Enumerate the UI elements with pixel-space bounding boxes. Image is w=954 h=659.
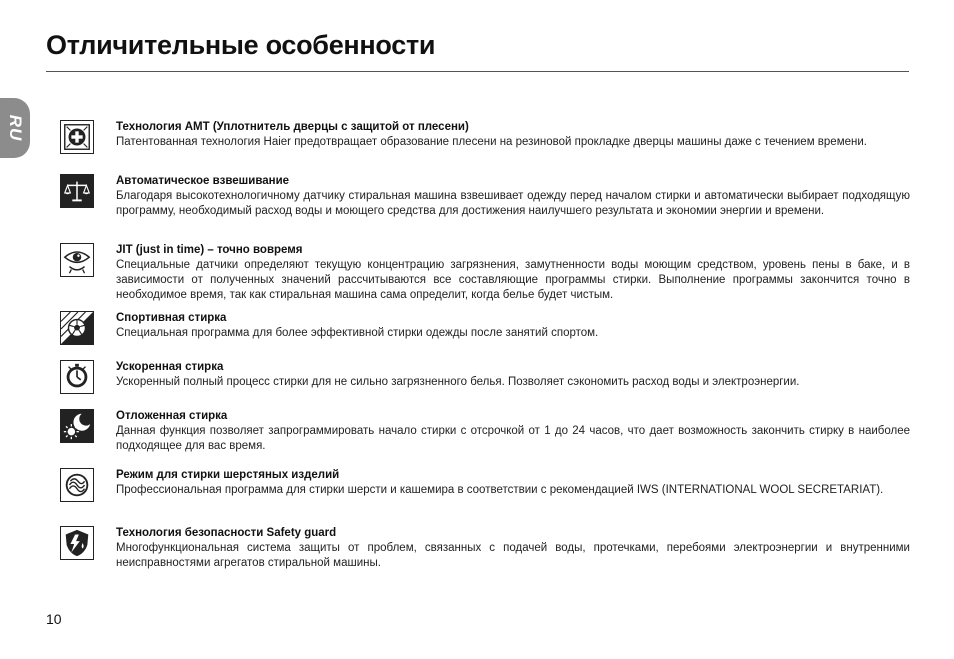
eye-icon bbox=[60, 243, 94, 277]
shield-lightning-icon bbox=[60, 526, 94, 560]
soccer-ball-icon bbox=[60, 311, 94, 345]
page-number: 10 bbox=[46, 611, 62, 627]
feature-description: Данная функция позволяет запрограммировать начало стирки с отсрочкой от 1 до 24 часов, что дает возможность закончить стирку в наиболее подходящее для вас время. bbox=[116, 425, 910, 452]
feature-description: Патентованная технология Haier предотвращает образование плесени на резиновой прокладке дверцы машины даже с течением времени. bbox=[116, 136, 867, 148]
amt-plus-icon bbox=[60, 120, 94, 154]
feature-description: Профессиональная программа для стирки шерсти и кашемира в соответствии с рекомендацией IWS (INTERNATIONAL WOOL SECRETARIAT). bbox=[116, 484, 884, 496]
feature-description: Ускоренный полный процесс стирки для не сильно загрязненного белья. Позволяет сэкономить расход воды и электроэнергии. bbox=[116, 376, 800, 388]
feature-title: Отложенная стирка bbox=[116, 410, 228, 422]
feature-description: Специальная программа для более эффективной стирки одежды после занятий спортом. bbox=[116, 327, 599, 339]
feature-title: Технология AMT (Уплотнитель дверцы с защитой от плесени) bbox=[116, 121, 469, 133]
feature-description: Многофункциональная система защиты от проблем, связанных с подачей воды, протечками, перебоями электроэнергии и внутренними неисправностями агрегатов стиральной машины. bbox=[116, 542, 910, 569]
title-divider bbox=[46, 71, 909, 72]
feature-title: Автоматическое взвешивание bbox=[116, 175, 290, 187]
language-tab bbox=[0, 98, 30, 158]
page-title: Отличительные особенности bbox=[46, 30, 436, 60]
language-tab-label: RU bbox=[6, 114, 25, 142]
moon-sun-icon bbox=[60, 409, 94, 443]
scale-icon bbox=[60, 174, 94, 208]
quick-wash-icon bbox=[60, 360, 94, 394]
feature-title: Спортивная стирка bbox=[116, 312, 227, 324]
feature-title: JIT (just in time) – точно вовремя bbox=[116, 244, 303, 256]
feature-title: Ускоренная стирка bbox=[116, 361, 224, 373]
feature-description: Специальные датчики определяют текущую концентрацию загрязнения, замутненности воды моющим средством, уровень пены в баке, и в зависимости от полученных значений рассчитываются все составляющие программы стирки. Выполнение программы закончится точно в необходимое время, так как стиральная машина сама определит, когда белье будет чистым. bbox=[116, 259, 910, 301]
feature-description: Благодаря высокотехнологичному датчику стиральная машина взвешивает одежду перед началом стирки и автоматически выбирает подходящую программу, необходимый расход воды и моющего средства для достижения наилучшего результата и экономии энергии и времени. bbox=[116, 190, 910, 217]
feature-title: Режим для стирки шерстяных изделий bbox=[116, 469, 340, 481]
wool-icon bbox=[60, 468, 94, 502]
feature-title: Технология безопасности Safety guard bbox=[116, 527, 337, 539]
